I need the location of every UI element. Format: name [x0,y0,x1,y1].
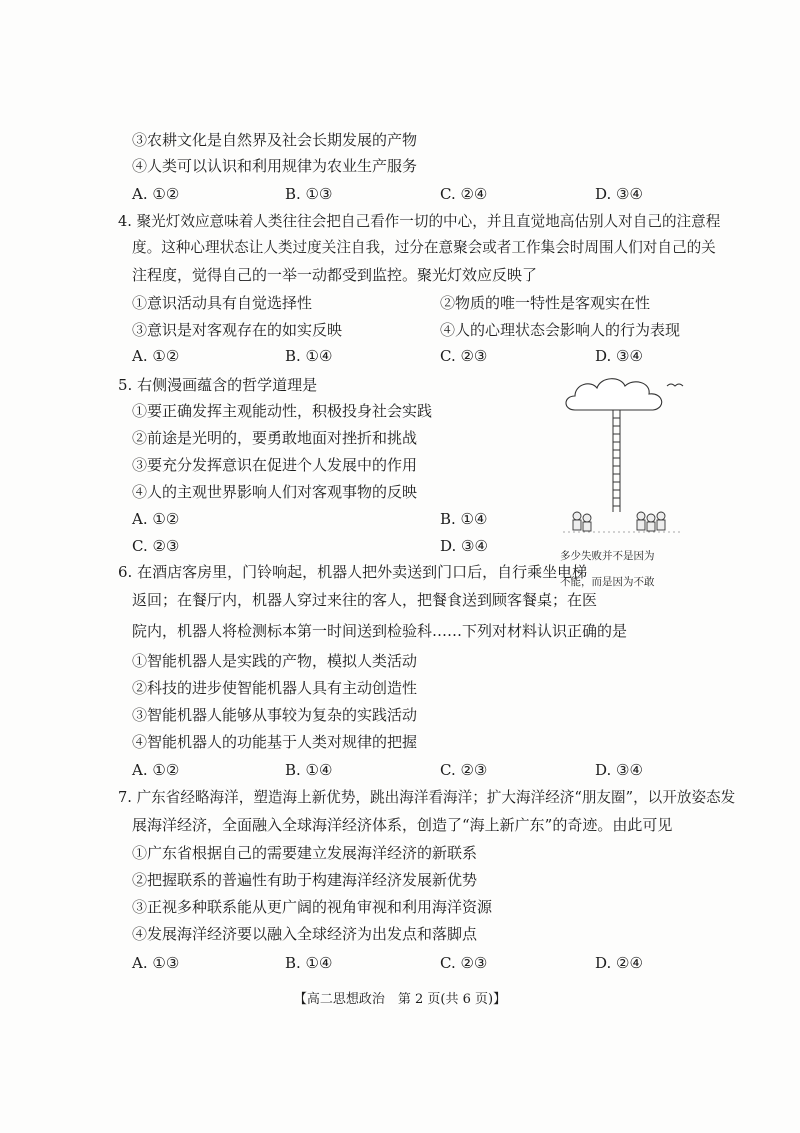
q6-statement-4: ④智能机器人的功能基于人类对规律的把握 [132,733,418,751]
q4-stem-line-1: 4. 聚光灯效应意味着人类往往会把自己看作一切的中心，并且直觉地高估别人对自己的注意程 [118,213,721,230]
q7-statement-2: ②把握联系的普遍性有助于构建海洋经济发展新优势 [132,871,478,889]
q3-statement-3: ③农耕文化是自然界及社会长期发展的产物 [132,131,418,149]
q6-statement-1: ①智能机器人是实践的产物，模拟人类活动 [132,652,418,670]
q6-stem-line-3: 院内，机器人将检测标本第一时间送到检验科……下列对材料认识正确的是 [132,622,628,640]
q7-stem-line-1: 7. 广东省经略海洋，塑造海上新优势，跳出海洋看海洋；扩大海洋经济“朋友圈”，以开放姿态发 [118,789,736,806]
q4-statement-4: ④人的心理状态会影响人的行为表现 [440,321,681,339]
people-icon [573,512,665,531]
q6-statement-3: ③智能机器人能够从事较为复杂的实践活动 [132,706,418,724]
cloud-icon [566,379,662,410]
q5-stem: 5. 右侧漫画蕴含的哲学道理是 [118,376,318,394]
q4-stem-line-2: 度。这种心理状态让人类过度关注自我，过分在意聚会或者工作集会时周围人们对自己的关 [132,239,716,256]
q6-stem-line-1: 6. 在酒店客房里，门铃响起，机器人把外卖送到门口后，自行乘坐电梯 [118,563,588,581]
q5-option-c: C. ②③ [132,537,180,555]
q6-option-a: A. ①② [132,761,180,779]
q4-statement-1: ①意识活动具有自觉选择性 [132,294,313,312]
q5-option-d: D. ③④ [440,537,488,555]
q3-option-d: D. ③④ [595,185,643,203]
q5-statement-2: ②前途是光明的，要勇敢地面对挫折和挑战 [132,429,418,447]
q7-statement-4: ④发展海洋经济要以融入全球经济为出发点和落脚点 [132,925,478,943]
q7-option-d: D. ②④ [595,954,643,972]
q7-stem-line-2: 展海洋经济，全面融入全球海洋经济体系，创造了“海上新广东”的奇迹。由此可见 [132,816,673,834]
q6-statement-2: ②科技的进步使智能机器人具有主动创造性 [132,679,418,697]
q3-statement-4: ④人类可以认识和利用规律为农业生产服务 [132,157,418,175]
q4-option-b: B. ①④ [285,347,333,365]
q3-option-b: B. ①③ [285,185,333,203]
q7-option-c: C. ②③ [440,954,488,972]
q5-statement-4: ④人的主观世界影响人们对客观事物的反映 [132,483,418,501]
q5-statement-3: ③要充分发挥意识在促进个人发展中的作用 [132,456,418,474]
q4-stem-line-3: 注程度，觉得自己的一举一动都受到监控。聚光灯效应反映了 [132,266,538,284]
q4-option-c: C. ②③ [440,347,488,365]
q5-option-b: B. ①④ [440,510,488,528]
q7-statement-1: ①广东省根据自己的需要建立发展海洋经济的新联系 [132,844,478,862]
q6-option-b: B. ①④ [285,761,333,779]
q7-option-b: B. ①④ [285,954,333,972]
q3-option-c: C. ②④ [440,185,488,203]
cartoon-caption-line-2: 不能，而是因为不敢 [560,576,655,588]
q4-statement-3: ③意识是对客观存在的如实反映 [132,321,343,339]
q4-option-a: A. ①② [132,347,180,365]
q6-option-d: D. ③④ [595,761,643,779]
bird-icon [667,384,683,386]
q4-statement-2: ②物质的唯一特性是客观实在性 [440,294,651,312]
q5-statement-1: ①要正确发挥主观能动性，积极投身社会实践 [132,402,433,420]
q6-option-c: C. ②③ [440,761,488,779]
q6-stem-line-2: 返回；在餐厅内，机器人穿过来往的客人，把餐食送到顾客餐桌；在医 [132,591,598,609]
cartoon-illustration [555,372,690,542]
cartoon-caption-line-1: 多少失败并不是因为 [560,550,655,562]
q5-option-a: A. ①② [132,510,180,528]
ladder-icon [613,410,620,512]
page-footer: 【高二思想政治 第 2 页(共 6 页)】 [293,992,507,1007]
q7-option-a: A. ①③ [132,954,180,972]
q3-option-a: A. ①② [132,185,180,203]
q4-option-d: D. ③④ [595,347,643,365]
q7-statement-3: ③正视多种联系能从更广阔的视角审视和利用海洋资源 [132,898,493,916]
